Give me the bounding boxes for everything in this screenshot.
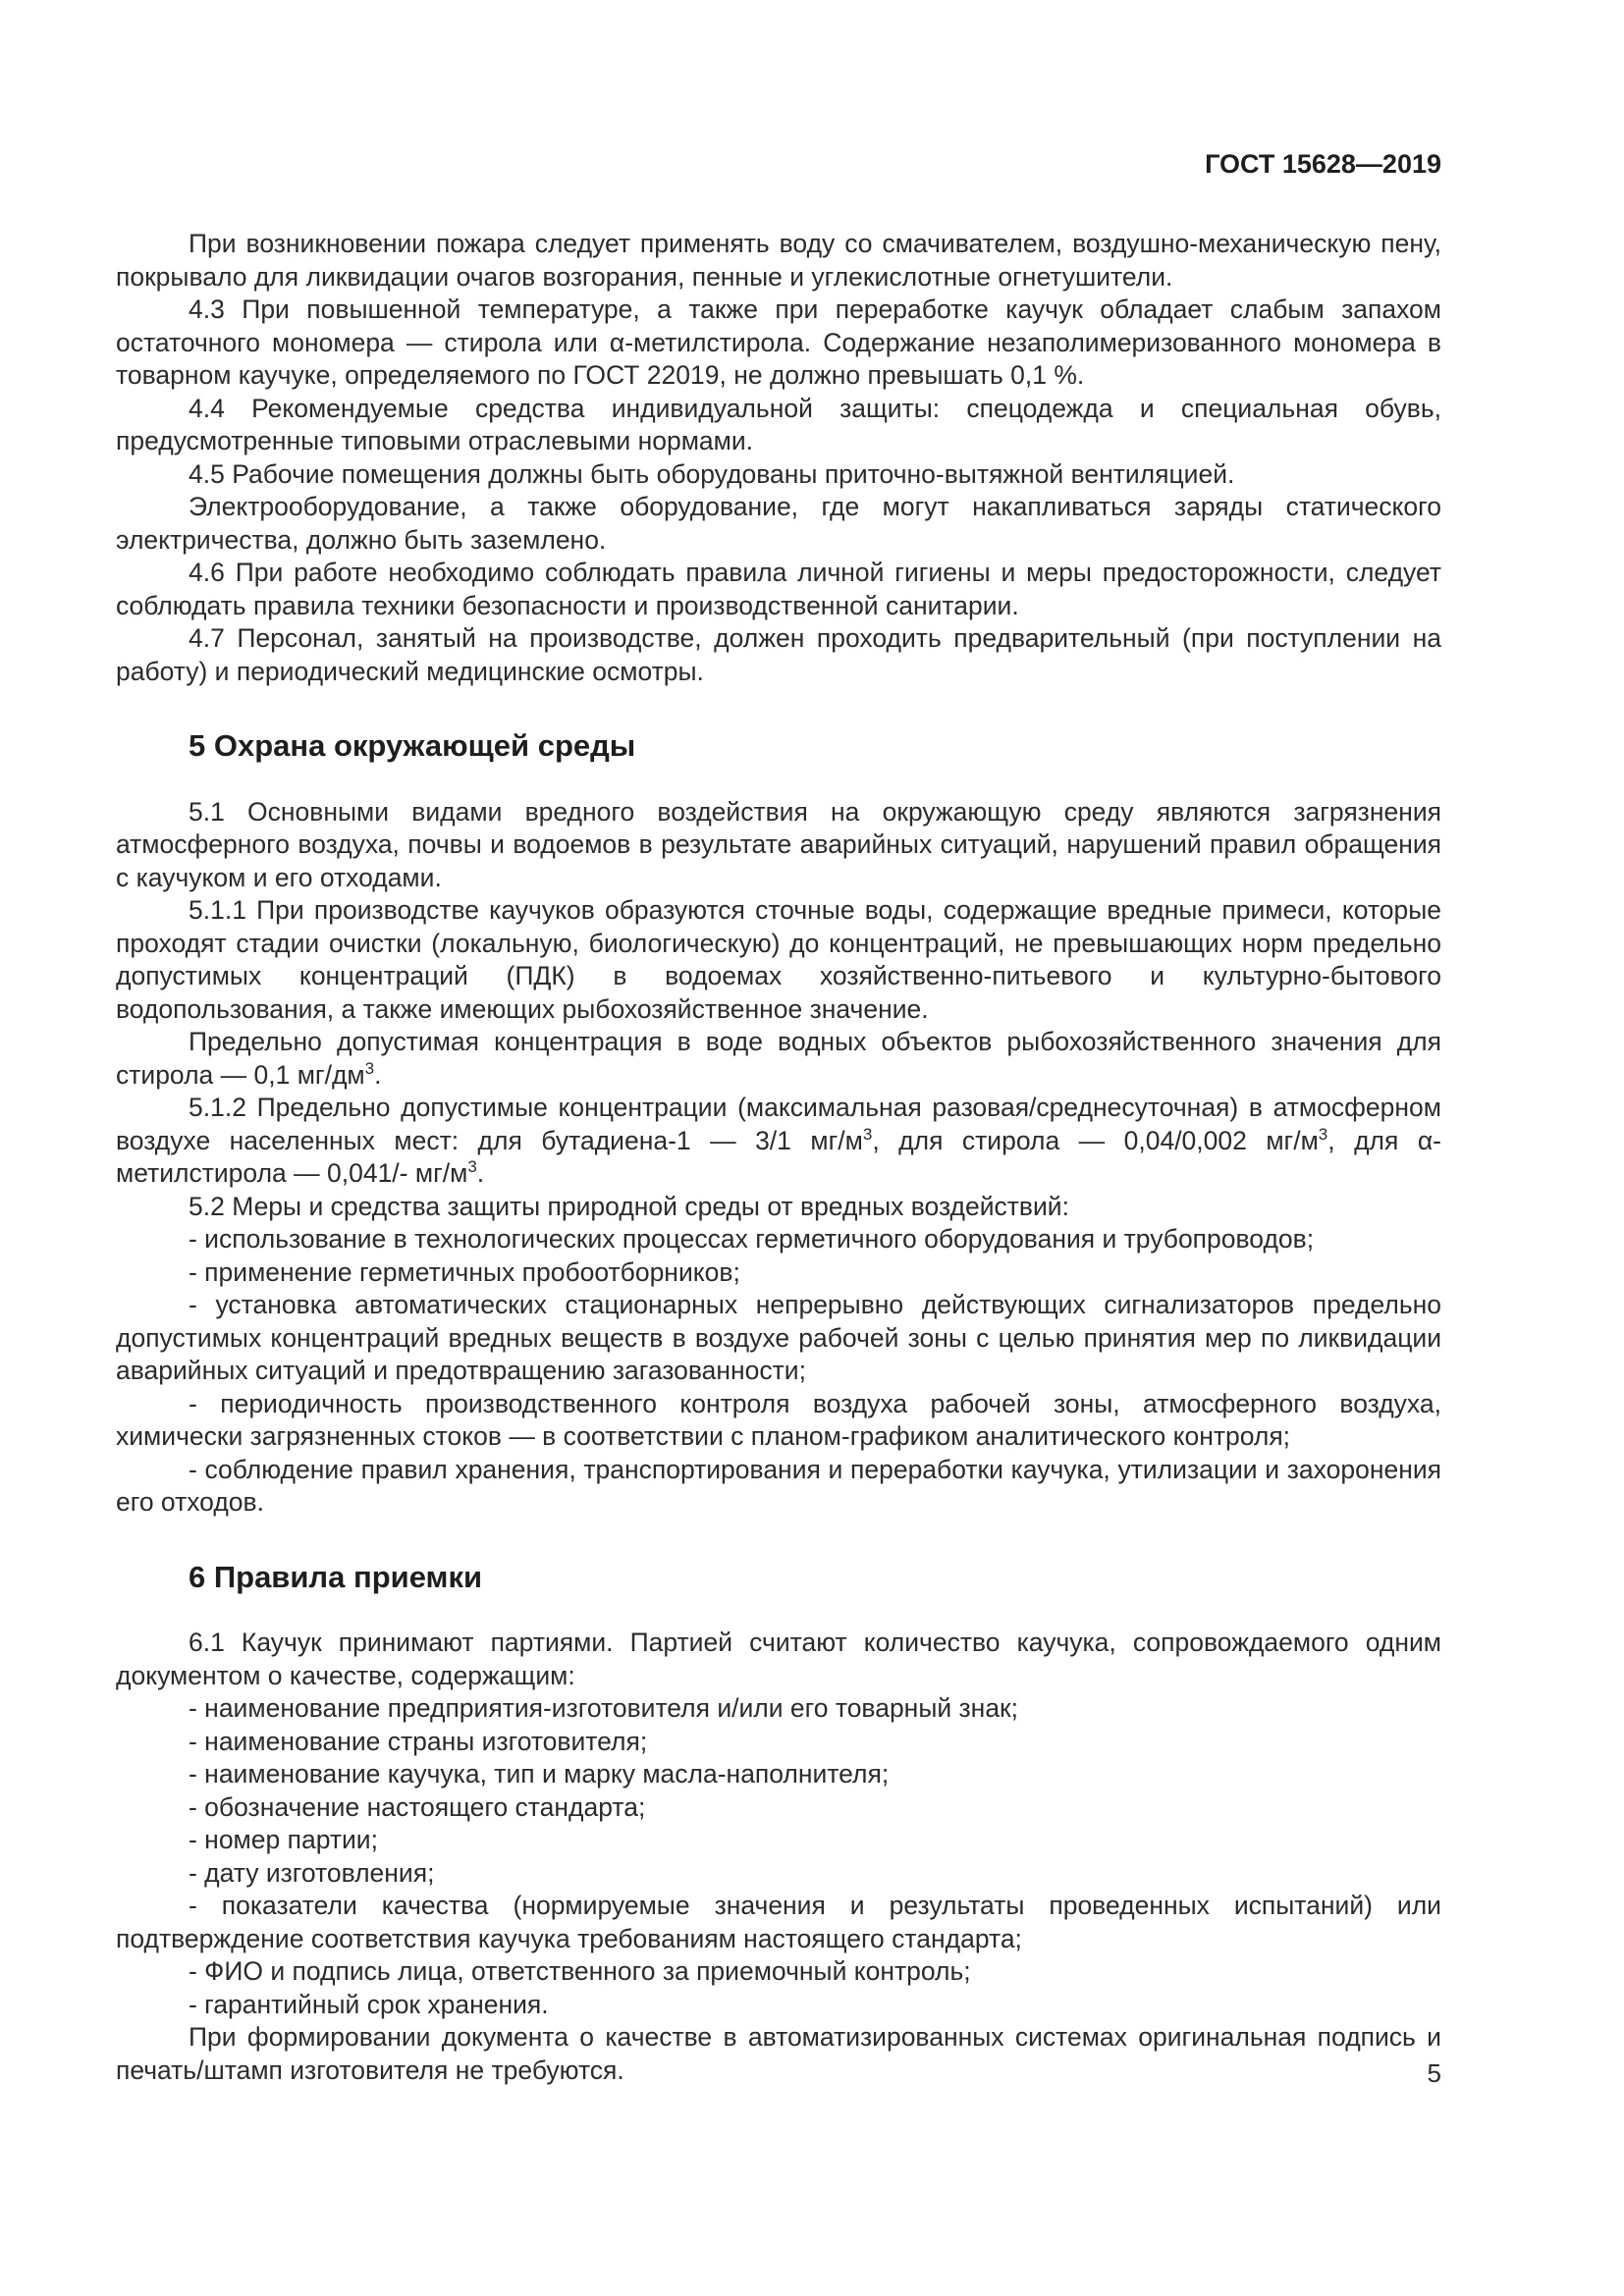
list-item: - наименование предприятия-изготовителя и/или его товарный знак; (189, 1693, 1019, 1723)
document-header: ГОСТ 15628—2019 (1205, 149, 1441, 179)
list-item: - номер партии; (189, 1825, 378, 1854)
pdk-text: Предельно допустимая концентрация в воде водных объектов рыбохозяйственного значения для стирола — 0,1 мг/дм (116, 1027, 1441, 1090)
paragraph-5-1-2 (116, 1092, 1441, 1191)
list-item: - дату изготовления; (189, 1857, 435, 1888)
pdk-end: . (374, 1059, 382, 1090)
list-item: - наименование каучука, тип и марку масла-наполнителя; (189, 1759, 890, 1789)
section-6-list (116, 1692, 1441, 2021)
p512-sup-3: 3 (467, 1157, 477, 1176)
pdk-superscript: 3 (364, 1058, 375, 1078)
list-item: - применение герметичных пробоотборников; (189, 1256, 740, 1287)
paragraph-4-4: 4.4 Рекомендуемые средства индивидуальной защиты: спецодежда и специальная обувь, предусмотренные типовыми отраслевыми нормами. (116, 393, 1441, 455)
paragraph-5-2: 5.2 Меры и средства защиты природной среды от вредных воздействий: (189, 1191, 1069, 1221)
paragraph-fire: При возникновении пожара следует применять воду со смачивателем, воздушно-механическую пену, покрывало для ликвидации очагов возгорания, пенные и углекислотные огнетушители. (116, 229, 1441, 292)
list-item: - наименование страны изготовителя; (189, 1726, 648, 1756)
paragraph-4-7: 4.7 Персонал, занятый на производстве, должен проходить предварительный (при поступлении на работу) и периодический медицинские осмотры. (116, 623, 1441, 686)
section-5-title: 5 Охрана окружающей среды (189, 728, 636, 763)
p512-sup-2: 3 (1318, 1124, 1328, 1144)
list-item: - показатели качества (нормируемые значения и результаты проведенных испытаний) или подтверждение соответствия каучука требованиям настоящего стандарта; (116, 1891, 1441, 1953)
paragraph-6-1: 6.1 Каучук принимают партиями. Партией считают количество каучука, сопровождаемого одним документом о качестве, содержащим: (116, 1628, 1441, 1690)
paragraph-4-6: 4.6 При работе необходимо соблюдать правила личной гигиены и меры предосторожности, следует соблюдать правила техники безопасности и производственной санитарии. (116, 558, 1441, 620)
document-body (116, 228, 1441, 2087)
section-5-list (116, 1223, 1441, 1520)
section-6-title: 6 Правила приемки (189, 1559, 483, 1594)
p512-text-d: . (476, 1158, 485, 1188)
p512-sup-1: 3 (862, 1124, 873, 1144)
p512-text-b: , для стирола — 0,04/0,002 мг/м (872, 1125, 1319, 1155)
list-item: - установка автоматических стационарных непрерывно действующих сигнализаторов предельно допустимых концентраций вредных веществ в воздухе рабочей зоны с целью принятия мер по ликвидации аварийных ситуаций и предотвращению загазованности; (116, 1290, 1441, 1385)
list-item: - соблюдение правил хранения, транспортирования и переработки каучука, утилизации и захоронения его отходов. (116, 1454, 1441, 1517)
list-item: - обозначение настоящего стандарта; (189, 1791, 646, 1822)
p512-text-a: 5.1.2 Предельно допустимые концентрации (максимальная разовая/среднесуточная) в атмосферном воздухе населенных мест: для бутадиена-1 — 3/1 мг/м (116, 1093, 1441, 1155)
list-item: - периодичность производственного контроля воздуха рабочей зоны, атмосферного воздуха, химически загрязненных стоков — в соответствии с планом-графиком аналитического контроля; (116, 1388, 1441, 1451)
list-item: - гарантийный срок хранения. (189, 1989, 549, 2019)
paragraph-electro: Электрооборудование, а также оборудование, где могут накапливаться заряды статического электричества, должно быть заземлено. (116, 492, 1441, 555)
paragraph-5-1-1: 5.1.1 При производстве каучуков образуются сточные воды, содержащие вредные примеси, которые проходят стадии очистки (локальную, биологическую) до концентраций, не превышающих норм предельно допустимых концентраций (ПДК) в водоемах хозяйственно-питьевого и культурно-бытового водопользования, а также имеющих рыбохозяйственное значение. (116, 895, 1441, 1024)
paragraph-auto-systems: При формировании документа о качестве в автоматизированных системах оригинальная подпись и печать/штамп изготовителя не требуются. (116, 2022, 1441, 2085)
p512-text-c: , для α-метилстирола — 0,041/- мг/м (116, 1125, 1441, 1188)
page-number: 5 (1427, 2058, 1441, 2088)
list-item: - использование в технологических процессах герметичного оборудования и трубопроводов; (189, 1224, 1315, 1254)
paragraph-5-1: 5.1 Основными видами вредного воздействия на окружающую среду являются загрязнения атмосферного воздуха, почвы и водоемов в результате аварийных ситуаций, нарушений правил обращения с каучуком и его отходами. (116, 796, 1441, 892)
paragraph-4-5: 4.5 Рабочие помещения должны быть оборудованы приточно-вытяжной вентиляцией. (189, 458, 1235, 489)
paragraph-4-3: 4.3 При повышенной температуре, а также при переработке каучук обладает слабым запахом остаточного мономера — стирола или α-метилстирола. Содержание незаполимеризованного мономера в товарном каучуке, определяемого по ГОСТ 22019, не должно превышать 0,1 %. (116, 294, 1441, 390)
list-item: - ФИО и подпись лица, ответственного за приемочный контроль; (189, 1956, 971, 1986)
paragraph-pdk-styrene (116, 1026, 1441, 1092)
